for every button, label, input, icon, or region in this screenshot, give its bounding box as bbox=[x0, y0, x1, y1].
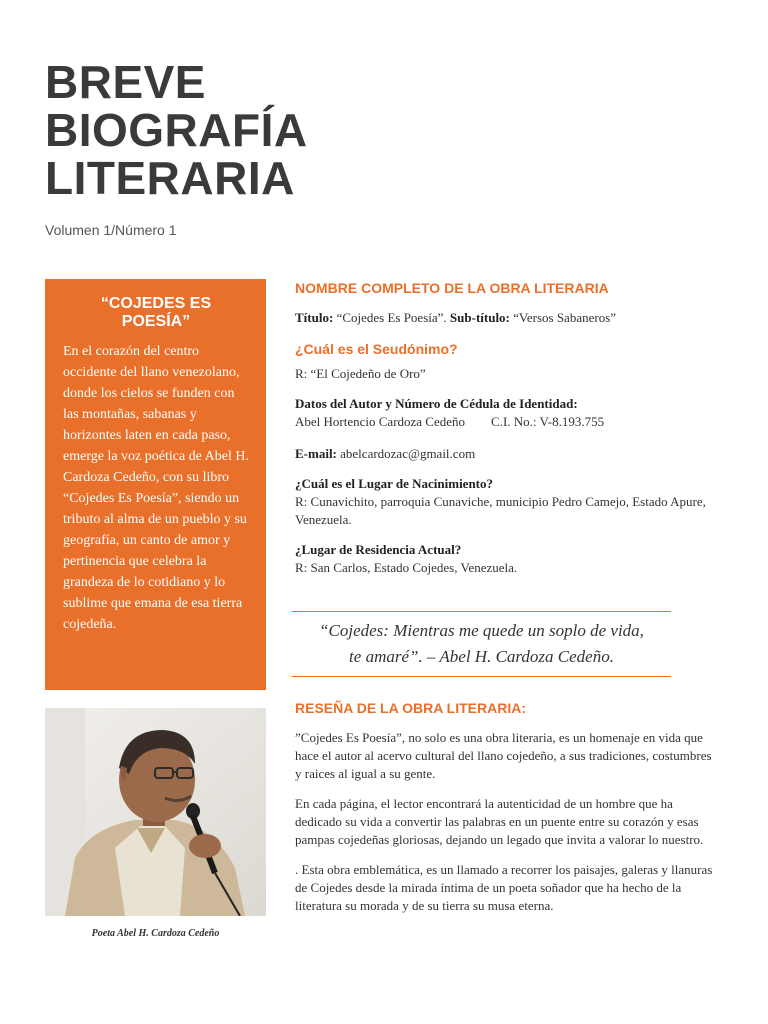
review-paragraph: En cada página, el lector encontrará la autenticidad de un hombre que ha dedicado su vida a convertir las palabras en un puente entre su corazón y esas pampas cojedeñas gloriosas, dejando un legado que invita a valorar lo nuestro. bbox=[295, 796, 704, 847]
pseudonym-question: ¿Cuál es el Seudónimo? bbox=[295, 341, 458, 357]
page-title bbox=[45, 58, 505, 202]
quote-line-1: “Cojedes: Mientras me quede un soplo de vida, bbox=[319, 621, 644, 640]
birthplace-question: ¿Cuál es el Lugar de Nacinimiento? bbox=[295, 476, 494, 491]
residence-question: ¿Lugar de Residencia Actual? bbox=[295, 542, 462, 557]
work-details bbox=[295, 279, 715, 577]
email-value: abelcardozac@gmail.com bbox=[336, 446, 476, 461]
review-section bbox=[295, 699, 715, 927]
title-line-2: BIOGRAFÍA bbox=[45, 104, 308, 156]
author-photo bbox=[45, 708, 266, 916]
author-photo-image bbox=[45, 708, 266, 916]
birthplace-answer: R: Cunavichito, parroquia Cunaviche, municipio Pedro Camejo, Estado Apure, Venezuela. bbox=[295, 494, 706, 527]
pull-quote bbox=[292, 611, 671, 677]
review-paragraph: ”Cojedes Es Poesía”, no solo es una obra literaria, es un homenaje en vida que hace el autor al acervo cultural del llano cojedeño, a sus tradiciones, costumbres y raices al igual a su gente. bbox=[295, 730, 712, 781]
author-data-label: Datos del Autor y Número de Cédula de Identidad: bbox=[295, 396, 578, 411]
title-line-3: LITERARIA bbox=[45, 152, 295, 204]
work-name-heading: NOMBRE COMPLETO DE LA OBRA LITERARIA bbox=[295, 280, 609, 296]
quote-line-2: te amaré”. – Abel H. Cardoza Cedeño. bbox=[349, 647, 614, 666]
masthead bbox=[45, 58, 505, 202]
volume-number: Volumen 1/Número 1 bbox=[45, 222, 177, 238]
sidebar-text: En el corazón del centro occidente del llano venezolano, donde los cielos se funden con las montañas, sabanas y horizontes laten en cada paso, emerge la voz poética de Abel H. Cardoza Cedeño, con su libro “Cojedes Es Poesía”, siendo un tributo al alma de un pueblo y su geografía, un canto de amor y pertinencia que celebra la grandeza de lo cotidiano y lo sublime que emana de esa tierra cojedeña. bbox=[63, 344, 249, 632]
residence-answer: R: San Carlos, Estado Cojedes, Venezuela. bbox=[295, 560, 518, 575]
author-name: Abel Hortencio Cardoza Cedeño bbox=[295, 414, 466, 429]
sidebar-summary-box bbox=[45, 279, 266, 690]
review-paragraph: . Esta obra emblemática, es un llamado a recorrer los paisajes, galeras y llanuras de Cojedes desde la mirada íntima de un poeta soñador que ha hecho de la literatura su morada y de su tierra su musa eterna. bbox=[295, 862, 713, 913]
sidebar-title: “COJEDES ES POESÍA” bbox=[100, 295, 212, 330]
photo-caption: Poeta Abel H. Cardoza Cedeño bbox=[91, 928, 220, 939]
title-line-1: BREVE bbox=[45, 56, 206, 108]
author-data bbox=[295, 413, 715, 431]
pseudonym-answer: R: “El Cojedeño de Oro” bbox=[295, 366, 426, 381]
email-line: E-mail: abelcardozac@gmail.com bbox=[295, 446, 476, 461]
review-heading: RESEÑA DE LA OBRA LITERARIA: bbox=[295, 700, 526, 716]
work-title-line: Título: “Cojedes Es Poesía”. Sub-título: “Versos Sabaneros” bbox=[295, 310, 617, 325]
author-id: C.I. No.: V-8.193.755 bbox=[491, 414, 605, 429]
